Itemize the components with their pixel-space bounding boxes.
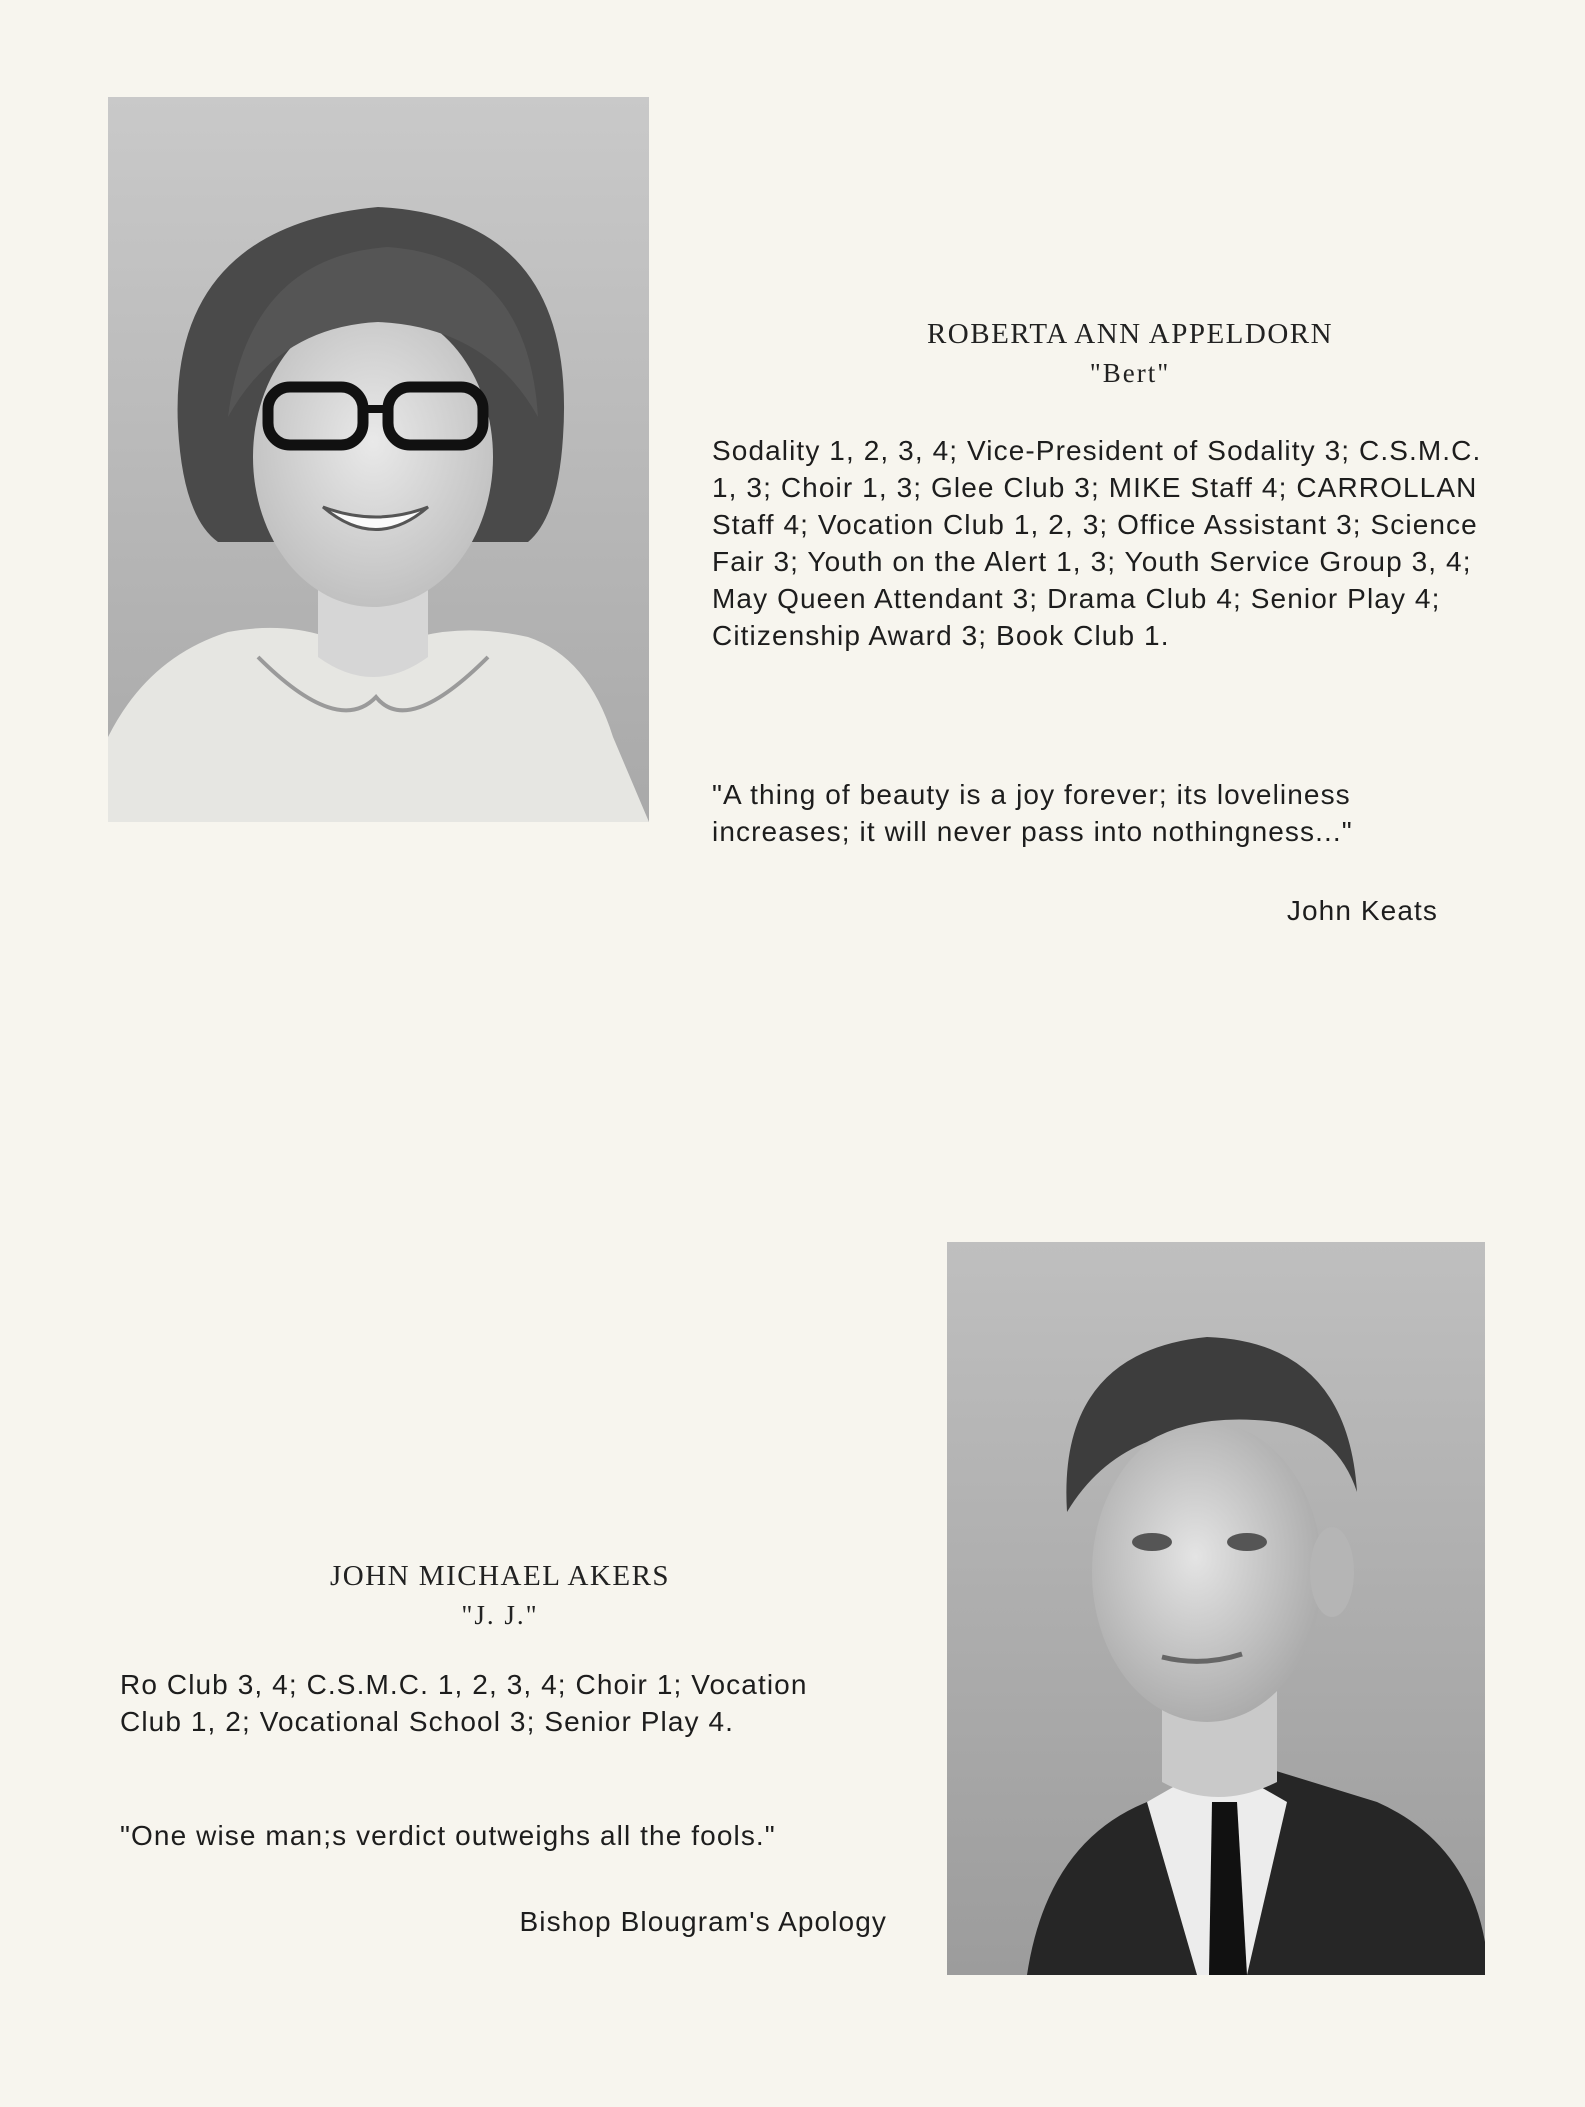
student-nickname: "Bert" (1089, 358, 1171, 388)
student-name: ROBERTA ANN APPELDORN (926, 318, 1334, 350)
student-portrait-photo (947, 1242, 1485, 1975)
student-quote: "A thing of beauty is a joy forever; its loveliness increases; it will never pass into nothingness..." (712, 779, 1353, 847)
student-activities: Ro Club 3, 4; C.S.M.C. 1, 2, 3, 4; Choir 1; Vocation Club 1, 2; Vocational School 3; Senior Play 4. (120, 1669, 808, 1737)
portrait-illustration (947, 1242, 1485, 1975)
portrait-illustration (108, 97, 649, 822)
student-name: JOHN MICHAEL AKERS (329, 1560, 671, 1592)
student-portrait-photo (108, 97, 649, 822)
quote-author: John Keats (1286, 895, 1438, 926)
student-quote: "One wise man;s verdict outweighs all the fools." (120, 1820, 776, 1851)
quote-author: Bishop Blougram's Apology (519, 1906, 887, 1937)
student-activities: Sodality 1, 2, 3, 4; Vice-President of Sodality 3; C.S.M.C. 1, 3; Choir 1, 3; Glee Club 3; MIKE Staff 4; CARROLLAN Staff 4; Vocation Club 1, 2, 3; Office Assistant 3; Science Fair 3; Youth on the Alert 1, 3; Youth Service Group 3, 4; May Queen Attendant 3; Drama Club 4; Senior Play 4; Citizenship Award 3; Book Club 1. (712, 435, 1482, 651)
student-nickname: "J. J." (461, 1600, 539, 1630)
